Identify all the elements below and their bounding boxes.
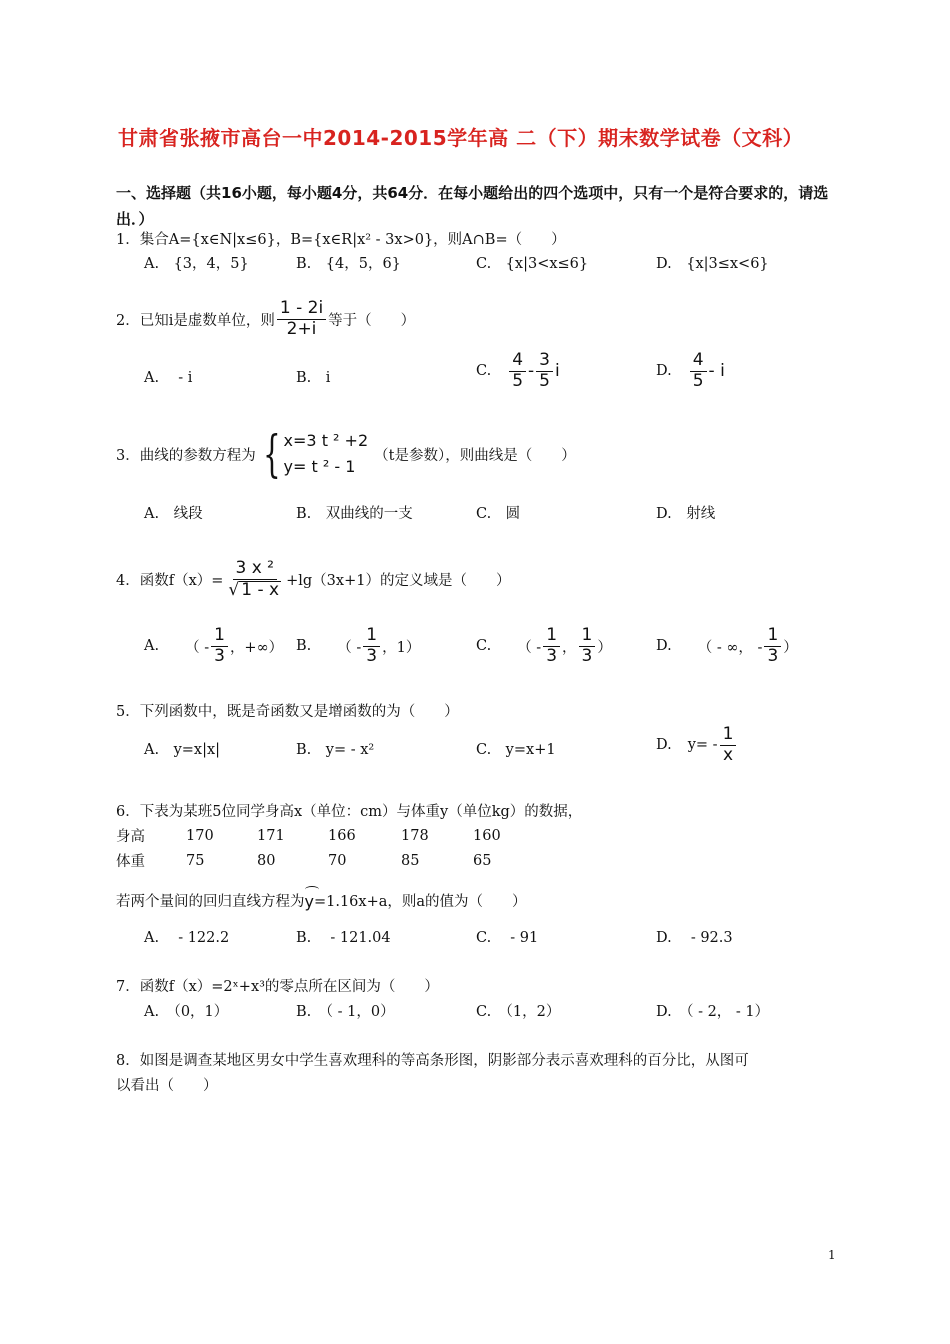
option-label: C. [476, 363, 492, 380]
question-1-option-a: A. {3，4，5} [144, 256, 249, 272]
question-7-stem: 7．函数f（x）=2ˣ+x³的零点所在区间为（ ） [116, 979, 439, 995]
fraction-numerator: 1 [579, 627, 596, 647]
question-5-option-d [656, 726, 738, 765]
table-cell: 75 [186, 852, 205, 869]
option-text: ， [562, 639, 577, 656]
fraction-numerator: 1 [720, 726, 737, 746]
fraction-numerator: 1 [543, 627, 560, 647]
fraction-numerator: 4 [509, 352, 526, 372]
table-cell: 170 [186, 827, 214, 844]
table-cell: 80 [257, 852, 276, 869]
question-5-option-b: B. y= - x² [296, 742, 375, 758]
question-7-option-c: C. （1，2） [476, 1004, 561, 1020]
fraction [764, 627, 781, 666]
question-4-suffix: +lg（3x+1）的定义域是（ ） [286, 573, 511, 590]
question-2-fraction [277, 300, 326, 339]
equation-line-2: y= t ² - 1 [283, 457, 356, 476]
table-cell: 178 [401, 827, 429, 844]
option-text: ，1） [382, 639, 421, 656]
question-3-option-c: C. 圆 [476, 506, 521, 522]
sqrt-radicand: 1 - x [241, 579, 280, 600]
question-1-option-c: C. {x|3<x≤6} [476, 256, 589, 272]
fraction-denominator: √ 1 - x [228, 579, 280, 600]
option-label: D. [656, 363, 672, 380]
question-5-option-a: A. y=x|x| [144, 742, 221, 758]
question-7-option-d: D. （ - 2， - 1） [656, 1004, 770, 1020]
option-text: （ - [337, 639, 362, 656]
fraction [211, 627, 228, 666]
question-5-stem: 5．下列函数中，既是奇函数又是增函数的为（ ） [116, 704, 459, 720]
question-2-suffix: 等于（ ） [328, 312, 416, 329]
question-3-option-b: B. 双曲线的一支 [296, 506, 413, 522]
fraction-numerator: 3 [536, 352, 553, 372]
question-1-option-b: B. {4，5，6} [296, 256, 401, 272]
left-brace-icon: { [262, 425, 281, 483]
fraction [509, 352, 526, 391]
question-3-option-d: D. 射线 [656, 506, 716, 522]
option-text: ） [597, 639, 612, 656]
fraction [690, 352, 707, 391]
question-2-option-c [476, 352, 560, 391]
fraction [536, 352, 553, 391]
fraction-denominator: 3 [767, 645, 779, 666]
question-8-stem-line-1: 8．如图是调查某地区男女中学生喜欢理科的等高条形图，阴影部分表示喜欢理科的百分比，从图可 [116, 1053, 749, 1069]
fraction [363, 627, 380, 666]
table-cell: 身高 [116, 829, 145, 845]
option-text: y= - [687, 737, 718, 754]
table-row [116, 848, 533, 873]
table-cell: 171 [257, 827, 285, 844]
table-cell: 85 [401, 852, 420, 869]
question-4-option-d [656, 627, 798, 666]
table-row [116, 823, 533, 848]
question-2-option-a: A. - i [144, 370, 193, 386]
question-6-option-a: A. - 122.2 [144, 930, 230, 946]
option-text: ，+∞） [229, 639, 284, 656]
option-label: D. [656, 638, 672, 655]
question-6-option-c: C. - 91 [476, 930, 539, 946]
question-6-prefix: 若两个量间的回归直线方程为 [116, 894, 305, 910]
option-label: C. [476, 638, 492, 655]
data-table [116, 823, 533, 873]
minus-sign: - [528, 361, 535, 382]
page-title: 甘肃省张掖市高台一中2014-2015学年高 二（下）期末数学试卷（文科） [118, 126, 804, 150]
question-4-stem [116, 560, 510, 600]
table-cell: 166 [328, 827, 356, 844]
question-2-option-d [656, 352, 725, 391]
fraction [720, 726, 737, 765]
option-text: ） [783, 639, 798, 656]
fraction-denominator: 5 [539, 370, 550, 391]
fraction-numerator: 1 - 2i [277, 300, 326, 320]
fraction-denominator: 2+i [286, 318, 317, 339]
fraction-numerator: 1 [764, 627, 781, 647]
table-cell: 65 [473, 852, 492, 869]
question-3-suffix: （t是参数），则曲线是（ ） [374, 447, 576, 464]
section-heading: 一、选择题（共16小题，每小题4分，共64分．在每小题给出的四个选项中，只有一个是符合要求的，请选出．） [116, 184, 829, 228]
question-4-option-c [476, 627, 612, 666]
page-number: 1 [828, 1248, 836, 1262]
question-1-stem: 1．集合A={x∈N|x≤6}，B={x∈R|x² - 3x>0}，则A∩B=（ ） [116, 232, 566, 248]
table-cell: 体重 [116, 854, 145, 870]
question-4-prefix: 4．函数f（x）= [116, 573, 224, 590]
option-label: D. [656, 737, 672, 754]
question-4-fraction [225, 560, 284, 600]
option-label: B. [296, 638, 312, 655]
question-1-option-d: D. {x|3≤x<6} [656, 256, 769, 272]
option-text: （ - ∞， - [697, 639, 763, 656]
question-8-stem-line-2: 以看出（ ） [116, 1078, 218, 1094]
question-7-option-a: A. （0，1） [144, 1004, 229, 1020]
fraction-numerator: 1 [211, 627, 228, 647]
question-3-stem [116, 425, 576, 483]
question-2-stem [116, 300, 415, 339]
question-7-option-b: B. （ - 1，0） [296, 1004, 395, 1020]
fraction-denominator: 3 [546, 645, 558, 666]
question-6-suffix: =1.16x+a，则a的值为（ ） [313, 894, 527, 910]
question-3-option-a: A. 线段 [144, 506, 203, 522]
option-text: （ - [517, 639, 542, 656]
fraction-denominator: 3 [366, 645, 378, 666]
question-6-stem: 6．下表为某班5位同学身高x（单位：cm）与体重y（单位kg）的数据， [116, 804, 583, 820]
option-label: A. [144, 638, 160, 655]
imaginary-unit: i [554, 361, 560, 382]
question-2-prefix: 2．已知i是虚数单位，则 [116, 312, 275, 329]
fraction-denominator: x [722, 744, 734, 765]
expression-tail: - i [708, 361, 725, 382]
question-6-option-d: D. - 92.3 [656, 930, 733, 946]
option-text: （ - [185, 639, 210, 656]
question-5-option-c: C. y=x+1 [476, 742, 556, 758]
y-hat: y [304, 892, 314, 911]
question-3-prefix: 3．曲线的参数方程为 [116, 447, 256, 464]
fraction-denominator: 3 [214, 645, 225, 666]
fraction [579, 627, 596, 666]
question-4-option-b [296, 627, 420, 666]
fraction-denominator: 5 [512, 370, 524, 391]
question-4-option-a [144, 627, 283, 666]
fraction-denominator: 3 [581, 645, 593, 666]
equation-line-1: x=3 t ² +2 [283, 431, 369, 450]
question-2-option-b: B. i [296, 370, 331, 386]
equation-system [256, 425, 369, 483]
fraction-denominator: 5 [692, 370, 704, 391]
fraction [543, 627, 560, 666]
table-cell: 70 [328, 852, 347, 869]
question-6-regression-line [116, 886, 527, 911]
fraction-numerator: 3 x ² [233, 560, 278, 580]
fraction-numerator: 4 [690, 352, 707, 372]
table-cell: 160 [473, 827, 501, 844]
question-6-option-b: B. - 121.04 [296, 930, 391, 946]
fraction-numerator: 1 [363, 627, 380, 647]
